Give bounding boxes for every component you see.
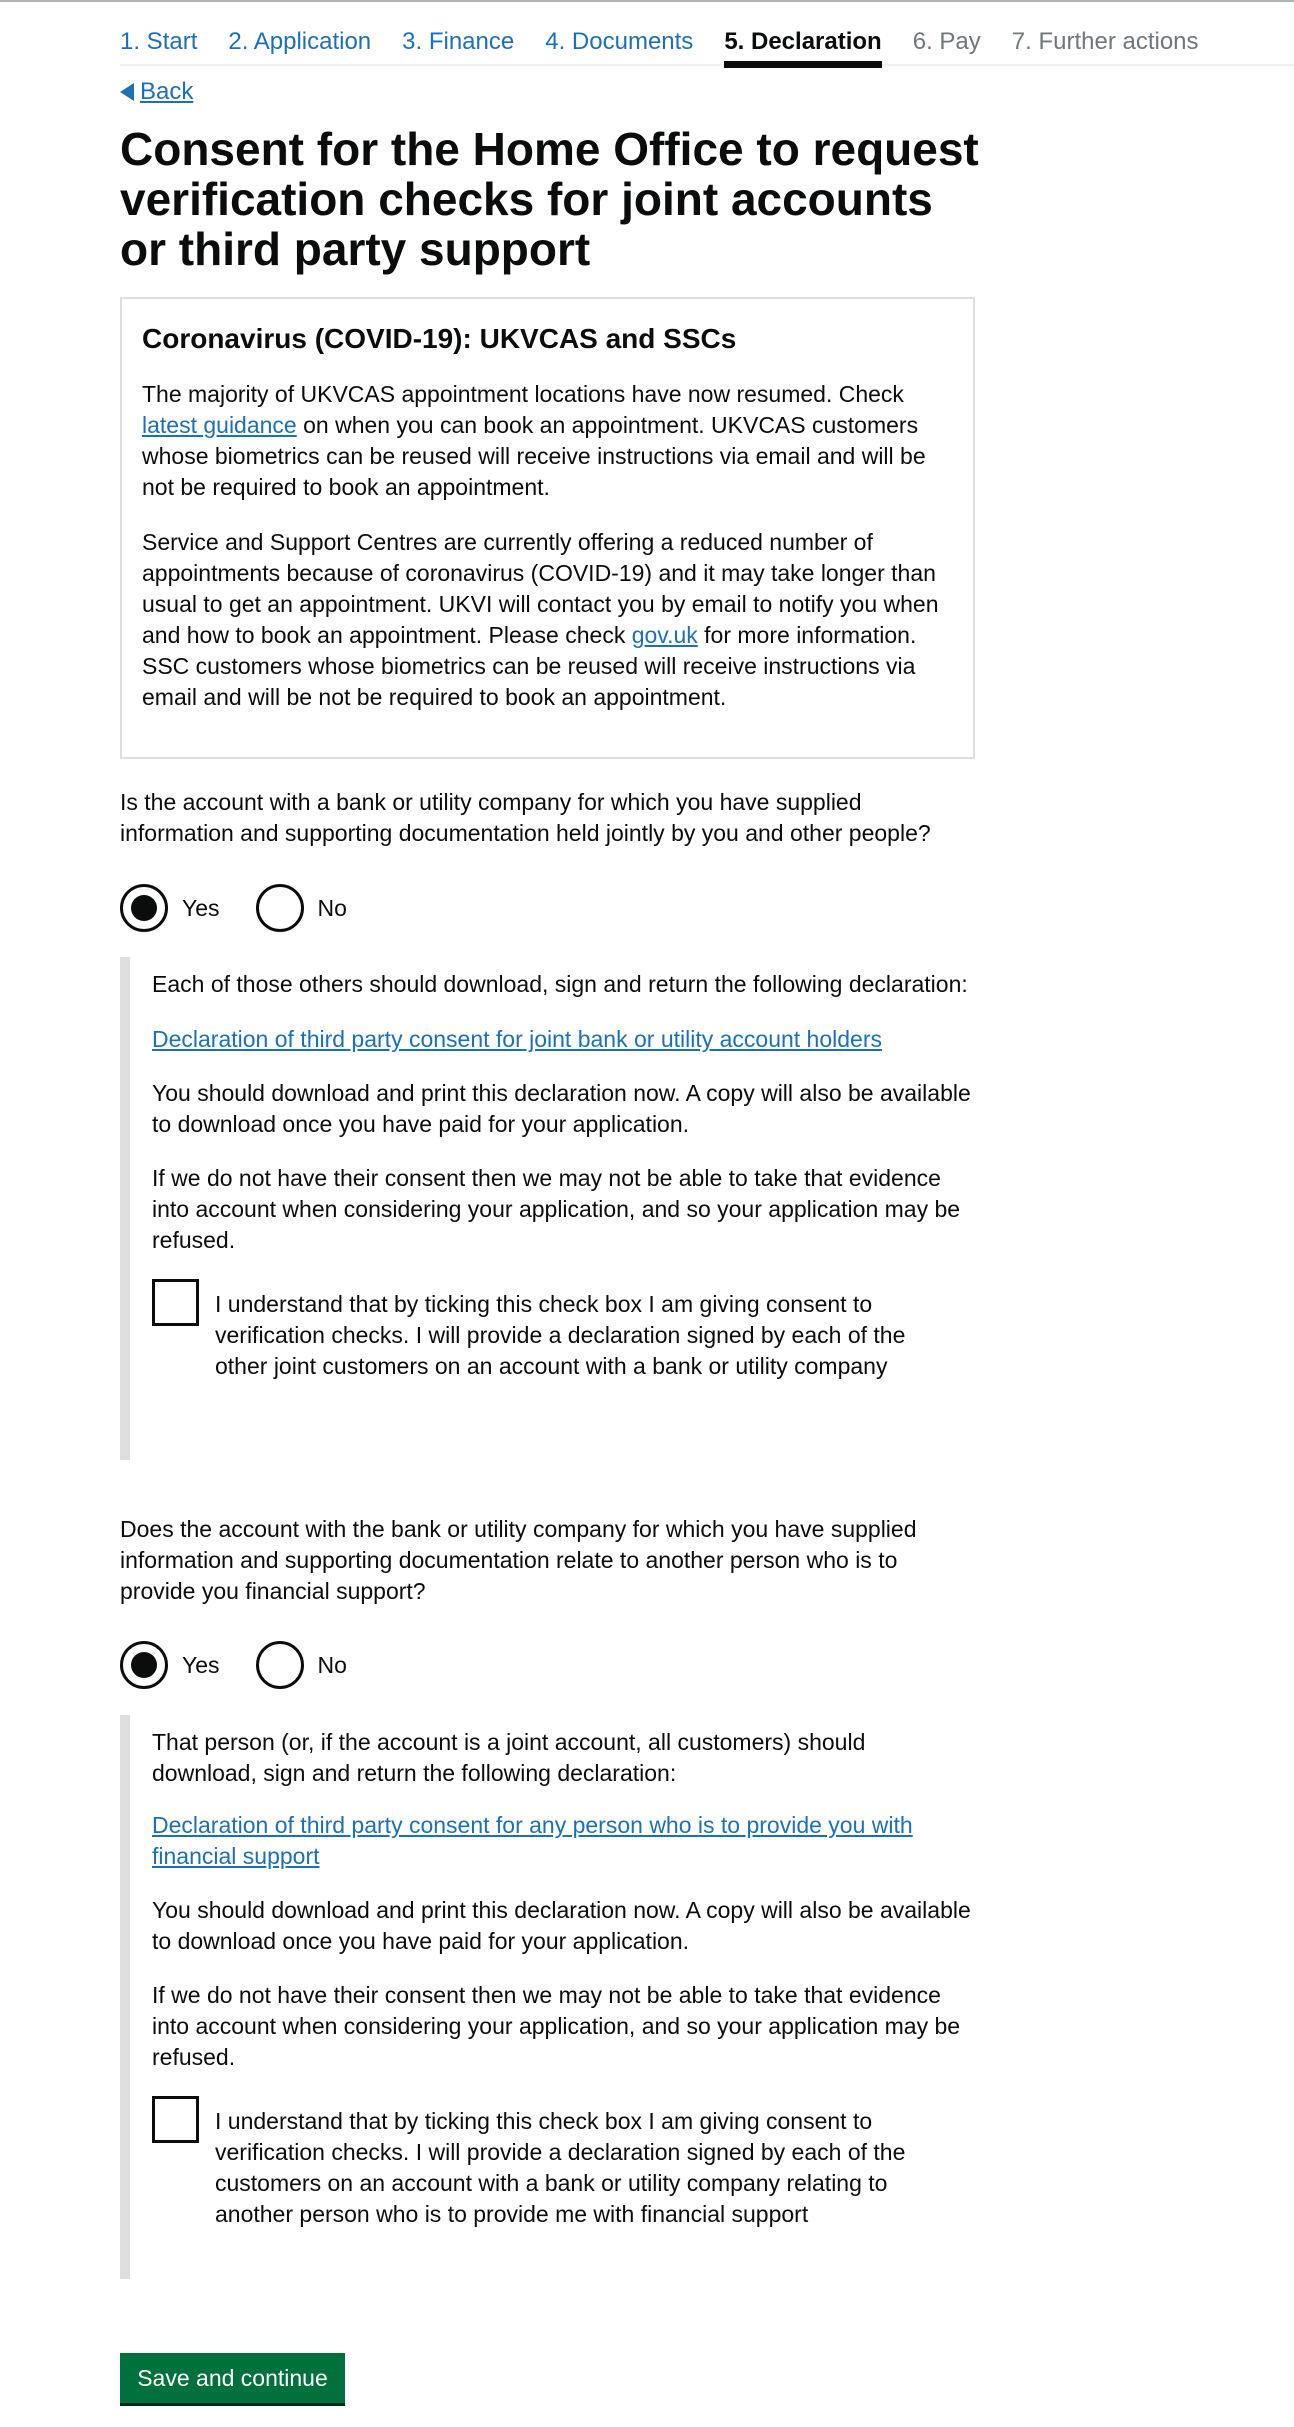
financial-support-warning: If we do not have their consent then we may not be able to take that evidence into account when considering your application, and so your application may be refused. bbox=[152, 1982, 961, 2070]
financial-support-conditional-panel bbox=[120, 1715, 980, 2279]
financial-support-declaration-link[interactable]: Declaration of third party consent for any person who is to provide you with financial support bbox=[152, 1812, 913, 1869]
financial-support-radios bbox=[120, 1641, 371, 1689]
notice-text: for more information. SSC customers whose biometrics can be reused will receive instructions via email and will be not be required to book an appointment. bbox=[142, 622, 917, 710]
joint-account-declaration-para bbox=[152, 1024, 972, 1055]
progress-steps bbox=[120, 22, 1294, 66]
step-further-actions: 7. Further actions bbox=[1011, 28, 1199, 55]
joint-account-consent-checkbox-row[interactable] bbox=[152, 1279, 980, 1382]
step-documents[interactable]: 4. Documents bbox=[545, 28, 694, 55]
financial-support-print-note: You should download and print this declaration now. A copy will also be available to download once you have paid for your application. bbox=[152, 1897, 971, 1954]
latest-guidance-link[interactable]: latest guidance bbox=[142, 412, 297, 438]
step-application[interactable]: 2. Application bbox=[228, 28, 372, 55]
joint-account-warning: If we do not have their consent then we may not be able to take that evidence into account when considering your application, and so your application may be refused. bbox=[152, 1165, 961, 1253]
notice-text: on when you can book an appointment. UKVCAS customers whose biometrics can be reused will receive instructions via email and will be not be required to book an appointment. bbox=[142, 412, 926, 500]
joint-account-print-note: You should download and print this declaration now. A copy will also be available to download once you have paid for your application. bbox=[152, 1080, 971, 1137]
save-and-continue-button[interactable]: Save and continue bbox=[120, 2353, 345, 2403]
financial-support-question: Does the account with the bank or utility company for which you have supplied information and supporting documentation relate to another person who is to provide you financial support? bbox=[120, 1516, 917, 1604]
radio-selected-dot bbox=[131, 895, 157, 921]
joint-account-no-radio[interactable] bbox=[256, 884, 347, 932]
notice-text: The majority of UKVCAS appointment locations have now resumed. Check bbox=[142, 381, 904, 407]
financial-support-consent-label: I understand that by ticking this check box I am giving consent to verification checks. I will provide a declaration signed by each of the customers on an account with a bank or utility company relating to another person who is to provide me with financial support bbox=[215, 2108, 906, 2227]
joint-account-intro: Each of those others should download, sign and return the following declaration: bbox=[152, 971, 968, 997]
radio-circle[interactable] bbox=[256, 1641, 304, 1689]
radio-circle[interactable] bbox=[120, 1641, 168, 1689]
notice-text: Service and Support Centres are currently offering a reduced number of appointments because of coronavirus (COVID-19) and it may take longer than usual to get an appointment. UKVI will contact you by email to notify you when and how to book an appointment. Please check bbox=[142, 529, 939, 648]
page-title: Consent for the Home Office to request verification checks for joint accounts or third party support bbox=[120, 123, 979, 275]
step-pay: 6. Pay bbox=[912, 28, 981, 55]
back-link-label: Back bbox=[140, 78, 194, 105]
joint-account-question: Is the account with a bank or utility company for which you have supplied information and supporting documentation held jointly by you and other people? bbox=[120, 789, 931, 846]
joint-account-consent-checkbox[interactable] bbox=[152, 1279, 199, 1326]
gov-uk-link[interactable]: gov.uk bbox=[631, 622, 698, 648]
back-link[interactable] bbox=[120, 76, 193, 108]
financial-support-no-radio[interactable] bbox=[256, 1641, 347, 1689]
radio-yes-label: Yes bbox=[182, 1651, 220, 1678]
joint-account-consent-label: I understand that by ticking this check box I am giving consent to verification checks. I will provide a declaration signed by each of the other joint customers on an account with a bank or utility company bbox=[215, 1291, 906, 1379]
radio-no-label: No bbox=[317, 894, 347, 921]
notice-title: Coronavirus (COVID-19): UKVCAS and SSCs bbox=[142, 323, 737, 354]
step-start[interactable]: 1. Start bbox=[120, 28, 198, 55]
financial-support-intro: That person (or, if the account is a joint account, all customers) should download, sign and return the following declaration: bbox=[152, 1729, 866, 1786]
radio-selected-dot bbox=[131, 1652, 157, 1678]
radio-no-label: No bbox=[317, 1651, 347, 1678]
step-finance[interactable]: 3. Finance bbox=[402, 28, 515, 55]
radio-yes-label: Yes bbox=[182, 894, 220, 921]
joint-account-declaration-link[interactable]: Declaration of third party consent for joint bank or utility account holders bbox=[152, 1026, 882, 1052]
notice-paragraph-ssc bbox=[142, 527, 953, 713]
radio-circle[interactable] bbox=[120, 884, 168, 932]
financial-support-consent-checkbox-row[interactable] bbox=[152, 2096, 980, 2230]
top-border bbox=[0, 0, 1294, 4]
joint-account-radios bbox=[120, 884, 371, 932]
financial-support-yes-radio[interactable] bbox=[120, 1641, 220, 1689]
joint-account-yes-radio[interactable] bbox=[120, 884, 220, 932]
financial-support-declaration-para bbox=[152, 1810, 972, 1872]
notice-paragraph-ukvcas bbox=[142, 379, 953, 503]
radio-circle[interactable] bbox=[256, 884, 304, 932]
joint-account-conditional-panel bbox=[120, 957, 980, 1460]
back-arrow-icon bbox=[120, 83, 134, 101]
financial-support-consent-checkbox[interactable] bbox=[152, 2096, 199, 2143]
step-declaration: 5. Declaration bbox=[724, 22, 881, 66]
covid-notice bbox=[120, 297, 975, 759]
